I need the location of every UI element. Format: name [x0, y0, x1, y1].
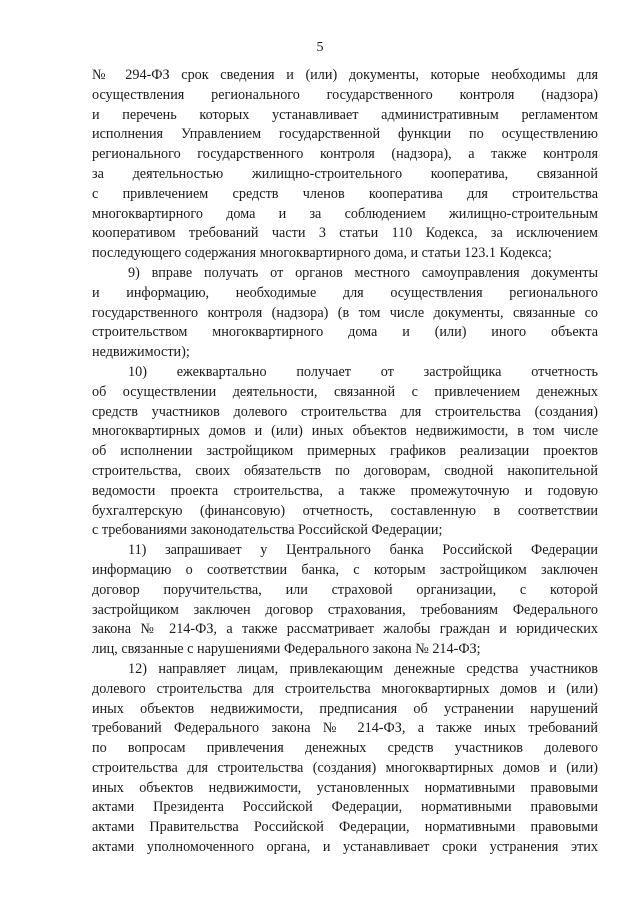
text-line: регионального государственного контроля (надзора), а также контроля: [92, 146, 598, 163]
document-body: [92, 66, 598, 858]
text-line: по вопросам привлечения денежных средств участников долевого: [92, 740, 598, 757]
paragraph: [92, 66, 598, 264]
text-line: актами Правительства Российской Федерации, нормативными правовыми: [92, 819, 598, 836]
text-line: государственного контроля (надзора) (в том числе документы, связанные со: [92, 304, 598, 321]
paragraph: [92, 264, 598, 363]
text-line: № 294-ФЗ срок сведения и (или) документы, которые необходимы для: [92, 67, 598, 83]
paragraph: [92, 660, 598, 858]
text-line: и перечень которых устанавливает административным регламентом: [92, 106, 598, 123]
text-line: многоквартирного дома и за соблюдением жилищно-строительным: [92, 205, 598, 222]
text-line: об осуществлении деятельности, связанной с привлечением денежных: [92, 383, 598, 400]
text-line: договор поручительства, или страховой организации, с которой: [92, 581, 598, 598]
text-line: и информацию, необходимые для осуществления регионального: [92, 284, 598, 301]
text-line: иных объектов недвижимости, предписания об устранении нарушений: [92, 700, 598, 717]
text-line: строительством многоквартирного дома и (или) иного объекта: [92, 324, 598, 341]
text-line: осуществления регионального государственного контроля (надзора): [92, 86, 598, 103]
text-line: об исполнении застройщиком примерных графиков реализации проектов: [92, 443, 598, 460]
text-line: 9) вправе получать от органов местного самоуправления документы: [128, 264, 598, 281]
text-line: 12) направляет лицам, привлекающим денежные средства участников: [128, 660, 598, 677]
text-line: исполнения Управлением государственной функции по осуществлению: [92, 126, 598, 143]
text-line: строительства для строительства (создания) многоквартирных домов и (или): [92, 759, 598, 776]
text-line: с привлечением средств членов кооператива для строительства: [92, 185, 598, 202]
text-line: последующего содержания многоквартирного дома, и статьи 123.1 Кодекса;: [92, 245, 552, 262]
text-line: актами уполномоченного органа, и устанавливает сроки устранения этих: [92, 839, 598, 856]
text-line: с требованиями законодательства Российской Федерации;: [92, 522, 443, 539]
text-line: 10) ежеквартально получает от застройщика отчетность: [128, 363, 598, 380]
text-line: строительства, своих обязательств по договорам, сводной накопительной: [92, 462, 598, 479]
text-line: иных объектов недвижимости, установленных нормативными правовыми: [92, 779, 598, 796]
text-line: за деятельностью жилищно-строительного кооператива, связанной: [92, 165, 598, 182]
text-line: закона № 214-ФЗ, а также рассматривает жалобы граждан и юридических: [92, 621, 598, 638]
text-line: требований Федерального закона № 214-ФЗ, а также иных требований: [92, 720, 598, 737]
text-line: кооперативом требований части 3 статьи 110 Кодекса, за исключением: [92, 225, 598, 242]
text-line: бухгалтерскую (финансовую) отчетность, составленную в соответствии: [92, 502, 598, 519]
text-line: застройщиком заключен договор страхования, требованиям Федерального: [92, 601, 598, 618]
text-line: ведомости проекта строительства, а также промежуточную и годовую: [92, 482, 598, 499]
page-number: 5: [316, 40, 324, 55]
text-line: информацию о соответствии банка, с которым застройщиком заключен: [92, 561, 598, 578]
text-line: многоквартирных домов и (или) иных объектов недвижимости, в том числе: [92, 423, 598, 440]
text-line: лиц, связанные с нарушениями Федерального закона № 214-ФЗ;: [92, 641, 481, 658]
text-line: 11) запрашивает у Центрального банка Российской Федерации: [128, 542, 598, 559]
text-line: недвижимости);: [92, 344, 190, 361]
text-line: средств участников долевого строительства для строительства (создания): [92, 403, 598, 420]
text-line: долевого строительства для строительства многоквартирных домов и (или): [92, 680, 598, 697]
text-line: актами Президента Российской Федерации, нормативными правовыми: [92, 799, 598, 816]
paragraph: [92, 363, 598, 541]
paragraph: [92, 541, 598, 660]
